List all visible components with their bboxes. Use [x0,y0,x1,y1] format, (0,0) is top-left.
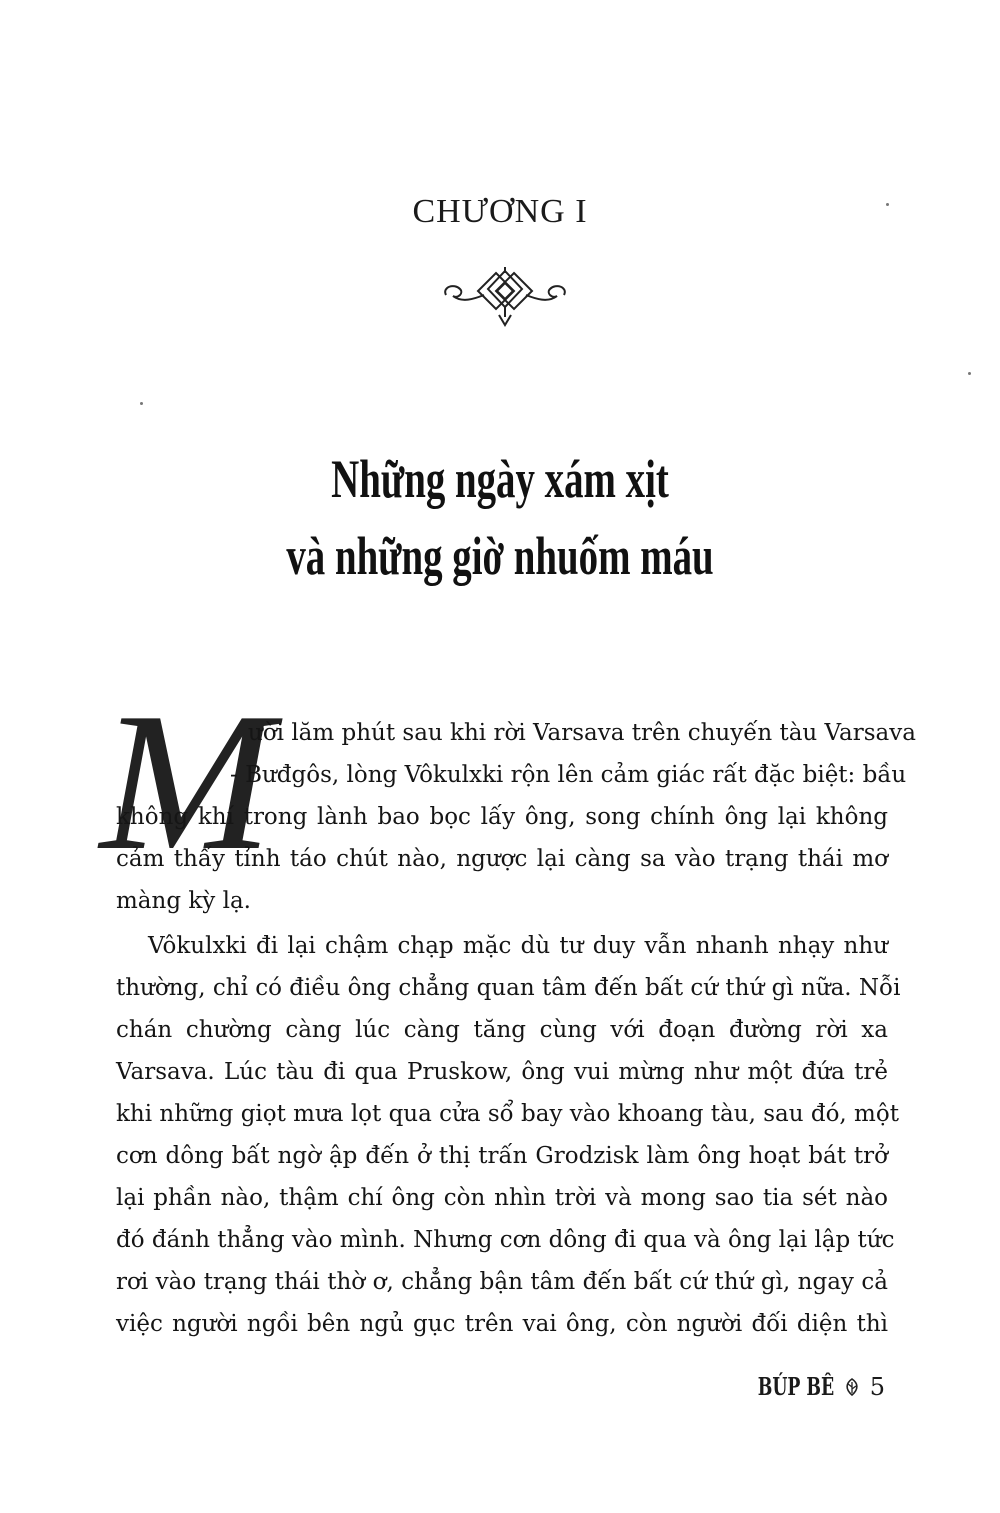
scan-speck [968,372,971,375]
paragraph-line: thường, chỉ có điều ông chẳng quan tâm đến bất cứ thứ gì nữa. Nỗi [116,975,901,1001]
paragraph-line: khi những giọt mưa lọt qua cửa sổ bay vào khoang tàu, sau đó, một [116,1101,899,1127]
paragraph-line: Vôkulxki đi lại chậm chạp mặc dù tư duy vẫn nhanh nhạy như [148,933,888,959]
knot-flourish-ornament-icon [440,265,570,331]
scan-speck [886,203,889,206]
paragraph-line: cảm thấy tỉnh táo chút nào, ngược lại càng sa vào trạng thái mơ [116,846,888,872]
paragraph-line: Varsava. Lúc tàu đi qua Pruskow, ông vui mừng như một đứa trẻ [116,1059,888,1085]
paragraph-line: màng kỳ lạ. [116,888,251,914]
paragraph-line: lại phần nào, thậm chí ông còn nhìn trời và mong sao tia sét nào [116,1185,888,1211]
paragraph-line: ười lăm phút sau khi rời Varsava trên chuyến tàu Varsava [248,720,916,746]
scan-speck [140,402,143,405]
paragraph-line: việc người ngồi bên ngủ gục trên vai ông, còn người đối diện thì [116,1311,888,1337]
running-book-title: BÚP BÊ [757,1372,834,1401]
paragraph-line: chán chường càng lúc càng tăng cùng với đoạn đường rời xa [116,1017,888,1043]
chapter-title-line-1: Những ngày xám xịt [331,449,669,509]
paragraph-line: không khí trong lành bao bọc lấy ông, song chính ông lại không [116,804,888,830]
drop-cap: M [99,672,274,891]
chapter-title-line-2: và những giờ nhuốm máu [286,526,714,586]
paragraph-line: đó đánh thẳng vào mình. Nhưng cơn dông đi qua và ông lại lập tức [116,1227,895,1253]
paragraph-line: - Bưđgôs, lòng Vôkulxki rộn lên cảm giác rất đặc biệt: bầu [230,762,907,788]
paragraph-line: rơi vào trạng thái thờ ơ, chẳng bận tâm đến bất cứ thứ gì, ngay cả [116,1269,888,1295]
chapter-label: CHƯƠNG I [412,193,588,230]
page-number: 5 [869,1372,885,1401]
page-footer [728,1372,885,1401]
paragraph-line: cơn dông bất ngờ ập đến ở thị trấn Grodzisk làm ông hoạt bát trở [116,1143,888,1169]
leaf-fleuron-icon [842,1377,862,1397]
